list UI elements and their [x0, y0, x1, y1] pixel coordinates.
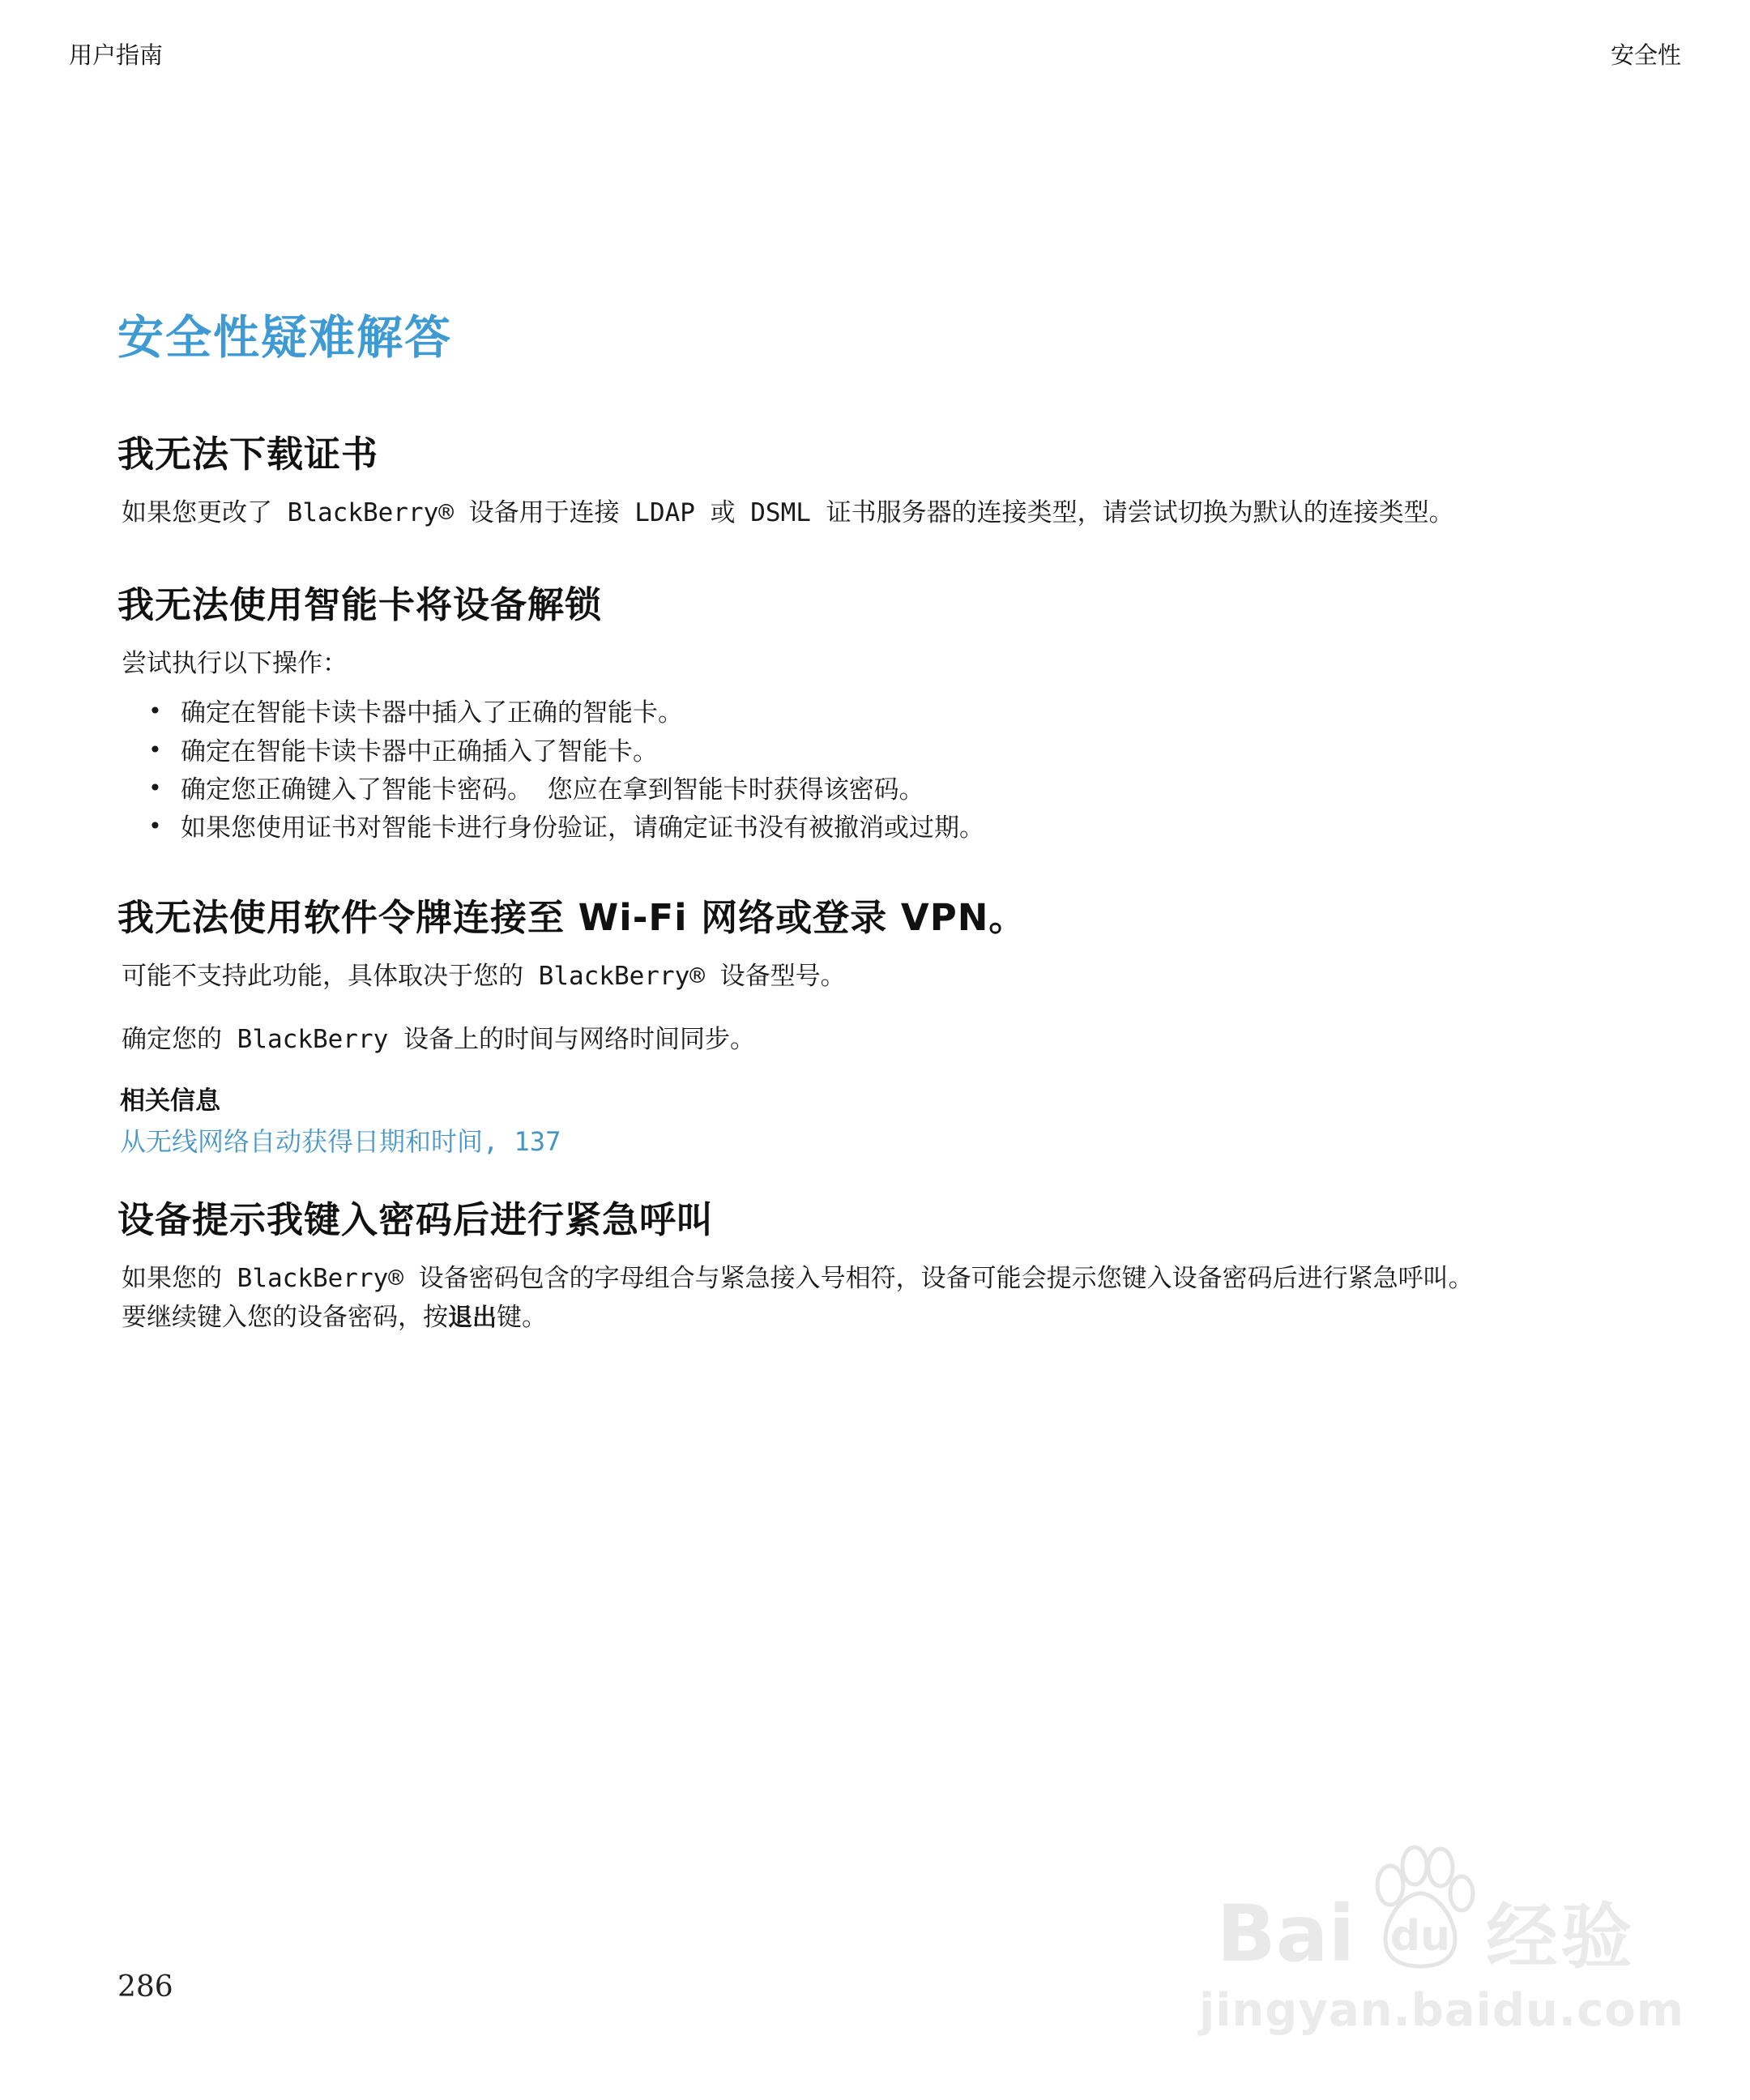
- watermark-url: jingyan.baidu.com: [1199, 1984, 1685, 2037]
- escape-key-label: 退出: [448, 1304, 497, 1333]
- related-info-label: 相关信息: [120, 1086, 220, 1116]
- text-prefix: 要继续键入您的设备密码，按: [122, 1303, 448, 1333]
- related-info-link[interactable]: 从无线网络自动获得日期和时间, 137: [120, 1126, 561, 1158]
- watermark-brand-latin: Bai: [1216, 1889, 1355, 1979]
- page-title: 安全性疑难解答: [117, 311, 452, 365]
- text-suffix: 键。: [497, 1303, 547, 1333]
- section-paragraph-with-bold-key: [117, 1298, 1633, 1338]
- section-paragraph: 如果您的 BlackBerry® 设备密码包含的字母组合与紧急接入号相符，设备可能会提示您键入设备密码后进行紧急呼叫。: [122, 1264, 1474, 1294]
- list-item: • 确定在智能卡读卡器中插入了正确的智能卡。: [181, 694, 1633, 732]
- section-heading-emergency-call-prompt: 设备提示我键入密码后进行紧急呼叫: [117, 1198, 715, 1242]
- page-content: [0, 312, 1750, 1338]
- watermark-logo-row: [1199, 1843, 1653, 1979]
- header-right-section: 安全性: [1610, 41, 1681, 69]
- troubleshooting-bullet-list: [117, 694, 1633, 848]
- header-left-title: 用户指南: [69, 41, 164, 69]
- section-paragraph: 确定您的 BlackBerry 设备上的时间与网络时间同步。: [122, 1025, 755, 1055]
- list-item: • 确定在智能卡读卡器中正确插入了智能卡。: [181, 733, 1633, 771]
- watermark-brand-chinese: 经验: [1486, 1895, 1636, 1978]
- baidu-jingyan-watermark: [1199, 1843, 1685, 2037]
- section-heading-cannot-download-certificate: 我无法下载证书: [117, 432, 379, 476]
- section-paragraph: 可能不支持此功能，具体取决于您的 BlackBerry® 设备型号。: [122, 962, 846, 992]
- baidu-paw-icon: [1359, 1843, 1481, 1973]
- page-header: [0, 0, 1750, 70]
- section-heading-cannot-unlock-with-smartcard: 我无法使用智能卡将设备解锁: [117, 583, 603, 626]
- section-intro: 尝试执行以下操作：: [122, 649, 348, 679]
- watermark-paw-text: du: [1390, 1912, 1451, 1961]
- list-item: • 如果您使用证书对智能卡进行身份验证，请确定证书没有被撤消或过期。: [181, 809, 1633, 847]
- page-number: 286: [117, 1970, 173, 2004]
- list-item: • 确定您正确键入了智能卡密码。 您应在拿到智能卡时获得该密码。: [181, 771, 1633, 809]
- section-heading-cannot-use-software-token: 我无法使用软件令牌连接至 Wi-Fi 网络或登录 VPN。: [117, 895, 1027, 939]
- section-paragraph: 如果您更改了 BlackBerry® 设备用于连接 LDAP 或 DSML 证书服务器的连接类型，请尝试切换为默认的连接类型。: [122, 497, 1454, 527]
